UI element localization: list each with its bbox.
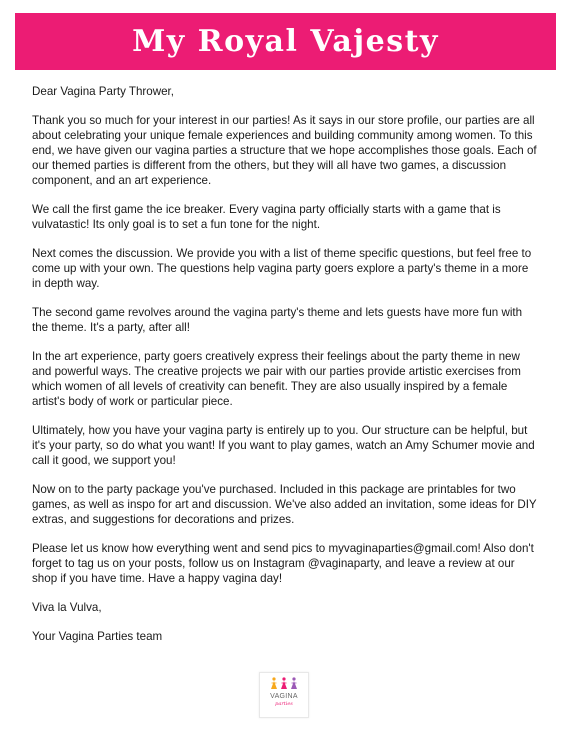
- banner-title: My Royal Vajesty: [132, 24, 439, 59]
- signature: Your Vagina Parties team: [32, 630, 163, 643]
- paragraph: Next comes the discussion. We provide you with a list of theme specific questions, but feel free to come up with your own. The questions help vagina party goers explore a party's theme in a more in depth way.: [32, 247, 532, 290]
- figure-icon: [290, 677, 298, 691]
- paragraph: In the art experience, party goers creatively express their feelings about the party theme in new and powerful ways. The creative projects we pair with our parties provide artistic exercises from which women of all levels of creativity can benefit. They are also usually inspired by a female artist's body of work or particular piece.: [32, 350, 521, 408]
- logo-figures: [270, 677, 298, 691]
- paragraph: We call the first game the ice breaker. Every vagina party officially starts with a game that is vulvatastic! Its only goal is to set a fun tone for the night.: [32, 203, 501, 231]
- header-banner: [15, 13, 556, 70]
- salutation: Dear Vagina Party Thrower,: [32, 85, 174, 98]
- vagina-parties-logo: [259, 672, 309, 718]
- paragraph: Please let us know how everything went and send pics to myvaginaparties@gmail.com! Also don't forget to tag us on your posts, follow us on Instagram @vaginaparty, and leave a review at our shop if you have time. Have a happy vagina day!: [32, 542, 534, 585]
- figure-icon: [280, 677, 288, 691]
- logo-word: VAGINA: [270, 693, 298, 700]
- paragraph: Ultimately, how you have your vagina party is entirely up to you. Our structure can be helpful, but it's your party, so do what you want! If you want to play games, watch an Amy Schumer movie and call it good, we support you!: [32, 424, 535, 467]
- paragraph: Thank you so much for your interest in our parties! As it says in our store profile, our parties are all about celebrating your unique female experiences and building community among women. To this end, we have given our vagina parties a structure that we hope accomplishes those goals. Each of our themed parties is different from the others, but they will all have two games, a discussion component, and an art experience.: [32, 114, 537, 187]
- figure-icon: [270, 677, 278, 691]
- closing: Viva la Vulva,: [32, 601, 102, 614]
- logo-subtext: parties: [275, 701, 293, 707]
- paragraph: The second game revolves around the vagina party's theme and lets guests have more fun with the theme. It's a party, after all!: [32, 306, 523, 334]
- paragraph: Now on to the party package you've purchased. Included in this package are printables for two games, as well as inspo for art and discussion. We've also added an invitation, some ideas for DIY extras, and suggestions for decorations and prizes.: [32, 483, 537, 526]
- letter-body: [32, 84, 540, 658]
